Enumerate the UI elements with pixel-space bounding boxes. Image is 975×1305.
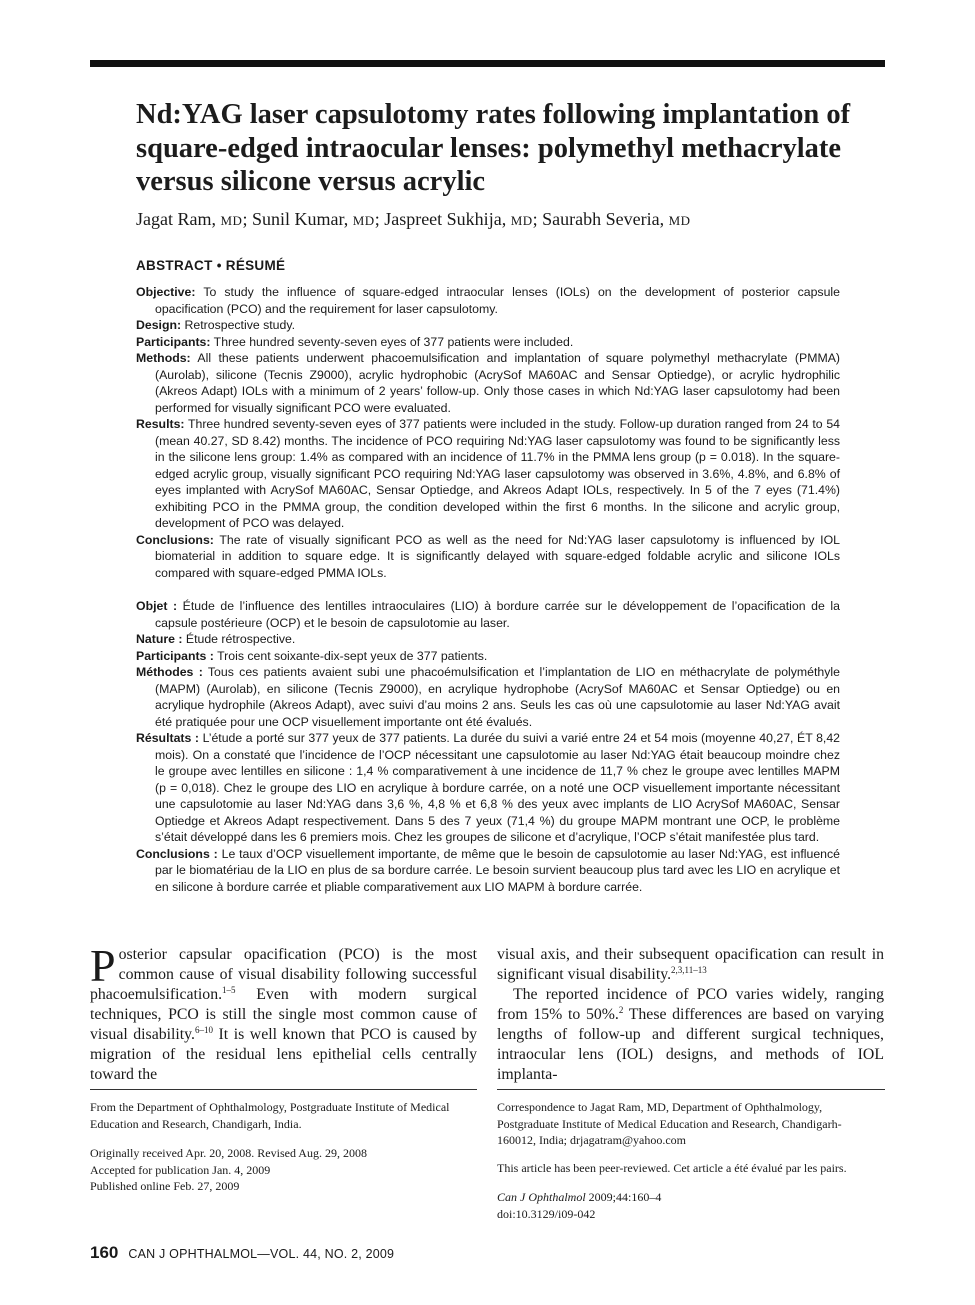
abstract-french xyxy=(136,598,840,895)
abstract-section: Methods: All these patients underwent phacoemulsification and implantation of square polymethyl methacrylate (PMMA) (Aurolab), silicone (Tecnis Z9000), acrylic hydrophobic (AcrySof MA60AC and Sensar Optiedge), or acrylic hydrophilic (Akreos Adapt) IOLs with a minimum of 2 years’ follow-up. Only those cases in which Nd:YAG laser capsulotomy had been performed for visually significant PCO were evaluated. xyxy=(136,351,840,415)
header-rule xyxy=(90,60,885,67)
abstract-section: Objet : Étude de l’influence des lentilles intraoculaires (LIO) à bordure carrée sur le développement de l’opacification de la capsule postérieure (OCP) et le besoin de capsulotomie au laser. xyxy=(136,599,840,630)
abstract-section: Nature : Étude rétrospective. xyxy=(136,632,296,646)
author: Jaspreet Sukhija, MD; xyxy=(384,209,543,229)
author: Jagat Ram, MD; xyxy=(136,209,252,229)
correspondence-note: Correspondence to Jagat Ram, MD, Department of Ophthalmology, Postgraduate Institute of Medical Education and Research, Chandigarh-160012, India; drjagatram@yahoo.com xyxy=(497,1100,842,1147)
abstract-heading: ABSTRACT • RÉSUMÉ xyxy=(136,258,286,273)
body-column-right xyxy=(497,945,884,1085)
abstract-english xyxy=(136,284,840,581)
published-date: Published online Feb. 27, 2009 xyxy=(90,1179,240,1193)
footnote-rule xyxy=(497,1089,885,1090)
abstract-section: Conclusions: The rate of visually significant PCO as well as the need for Nd:YAG laser capsulotomy is influenced by IOL biomaterial in addition to square edge. It is significantly delayed with square-edged foldable acrylic and silicone IOLs compared with square-edged PMMA IOLs. xyxy=(136,532,840,580)
body-paragraph: The reported incidence of PCO varies widely, ranging from 15% to 50%.$^2$ These differences are based on varying lengths of follow-up and different surgical techniques, intraocular lens (IOL) designs, and methods of IOL implanta- xyxy=(497,986,885,1083)
author: Sunil Kumar, MD; xyxy=(251,209,385,229)
footnote-rule xyxy=(90,1089,477,1090)
dates-note xyxy=(90,1145,470,1195)
citation: 2 xyxy=(618,1005,624,1015)
drop-cap: P xyxy=(90,940,116,991)
received-date: Originally received Apr. 20, 2008. Revised Aug. 29, 2008 xyxy=(90,1146,367,1160)
abstract-section: Participants : Trois cent soixante-dix-sept yeux de 377 patients. xyxy=(136,648,488,663)
page-number: 160 xyxy=(90,1243,119,1262)
doi: doi:10.3129/i09-042 xyxy=(497,1206,596,1221)
abstract-section: Participants: Three hundred seventy-seven eyes of 377 patients were included. xyxy=(136,334,574,349)
accepted-date: Accepted for publication Jan. 4, 2009 xyxy=(90,1162,271,1177)
abstract-section: Objective: To study the influence of square-edged intraocular lenses (IOLs) on the development of posterior capsule opacification (PCO) and the requirement for laser capsulotomy. xyxy=(136,285,840,316)
journal-running-head: CAN J OPHTHALMOL—VOL. 44, NO. 2, 2009 xyxy=(128,1247,395,1261)
abstract-section: Design: Retrospective study. xyxy=(136,318,296,332)
author: Saurabh Severia, MD xyxy=(542,209,691,229)
abstract-section: Conclusions : Le taux d’OCP visuellement importante, de même que le besoin de capsulotomie au laser Nd:YAG, est influencé par le biomatériau de la LIO en plus de sa bordure carrée. Le besoin survient beaucoup plus tard avec les LIO en acrylique et en silicone à bordure carrée et pliable comparativement aux LIO MAPM à bordure carrée. xyxy=(136,846,840,894)
body-paragraph: Posterior capsular opacification (PCO) is the most common cause of visual disability following successful phacoemulsification.$^{1-5}$ Even with modern surgical techniques, PCO is still the single most common cause of visual disability.$^{6-10}$ It is well known that PCO is caused by migration of the residual lens epithelial cells centrally toward the xyxy=(90,940,477,1083)
body-column-left xyxy=(90,940,477,1085)
abstract-section: Résultats : L’étude a porté sur 377 yeux de 377 patients. La durée du suivi a varié entre 24 et 54 mois (moyenne 40,27, ÉT 8,42 mois). On a constaté que l’incidence de l’OCP nécessitant une capsulotomie au laser Nd:YAG était beaucoup moindre chez le groupe avec lentilles en silicone : 1,4 % comparativement à une incidence de 11,7 % chez le groupe avec lentilles MAPM (p = 0,018). Chez le groupe des LIO en acrylique à bordure carrée, on a noté une OCP visuellement importante nécessitant une capsulotomie au laser Nd:YAG dans 3,6 %, 4,8 % et 6,8 % des yeux avec implants de LIO AcrySof MA60AC, Sensar Optiedge et Akreos Adapt respectivement. Dans 5 des 7 yeux (71,4 %) du groupe MAPM montrant une OCP, le problème s’était développé dans les 6 premiers mois. Chez les groupes de silicone et d’acrylique, l’OCP s’était manifestée plus tard. xyxy=(136,731,840,844)
citation: 2,3,11–13 xyxy=(671,965,707,975)
body-paragraph: visual axis, and their subsequent opacification can result in significant visual disability.$^{2,3,11-13}$ xyxy=(497,946,884,983)
peer-review-note: This article has been peer-reviewed. Cet article a été évalué par les pairs. xyxy=(497,1161,847,1175)
citation: 6–10 xyxy=(195,1025,213,1035)
citation: 1–5 xyxy=(222,985,236,995)
citation-note: Can J Ophthalmol 2009;44:160–4 doi:10.3129/i09-042 xyxy=(497,1189,877,1222)
abstract-section: Results: Three hundred seventy-seven eyes of 377 patients were included in the study. Follow-up duration ranged from 24 to 54 (mean 40.27, SD 8.42) months. The incidence of PCO requiring Nd:YAG laser capsulotomy was found to be significantly less in the silicone lens group: 1.4% as compared with an incidence of 11.7% in the PMMA lens group (p = 0.018). In the square-edged acrylic group, visually significant PCO requiring Nd:YAG laser capsulotomy was observed in 3.6%, 4.8%, and 6.8% of eyes implanted with AcrySof MA60AC, Sensar Optiedge, and Akreos Adapt IOLs, respectively. In 5 of the 7 eyes (71.4%) exhibiting PCO in the PMMA group, the condition developed within the first 6 months. In the silicone and acrylic group, development of PCO was delayed. xyxy=(136,417,840,530)
abstract-section: Méthodes : Tous ces patients avaient subi une phacoémulsification et l’implantation de LIO en méthacrylate de polyméthyle (MAPM) (Aurolab), en silicone (Tecnis Z9000), en acrylique hydrophobe (AcrySof MA60AC et Sensar Optiedge) ou en acrylique hydrophile (Akreos Adapt), avec suivi d’au moins 2 ans. Seuls les cas où une capsulotomie au laser Nd:YAG avait été pratiquée pour une OCP visuellement importante ont été évalués. xyxy=(136,665,840,729)
article-title: Nd:YAG laser capsulotomy rates following implantation of square-edged intraocular lenses: polymethyl methacrylate versus silicone versus acrylic xyxy=(136,99,851,197)
page-footer xyxy=(90,1243,394,1263)
affiliation-note: From the Department of Ophthalmology, Postgraduate Institute of Medical Education and Research, Chandigarh, India. xyxy=(90,1100,450,1131)
author-list xyxy=(136,207,876,233)
